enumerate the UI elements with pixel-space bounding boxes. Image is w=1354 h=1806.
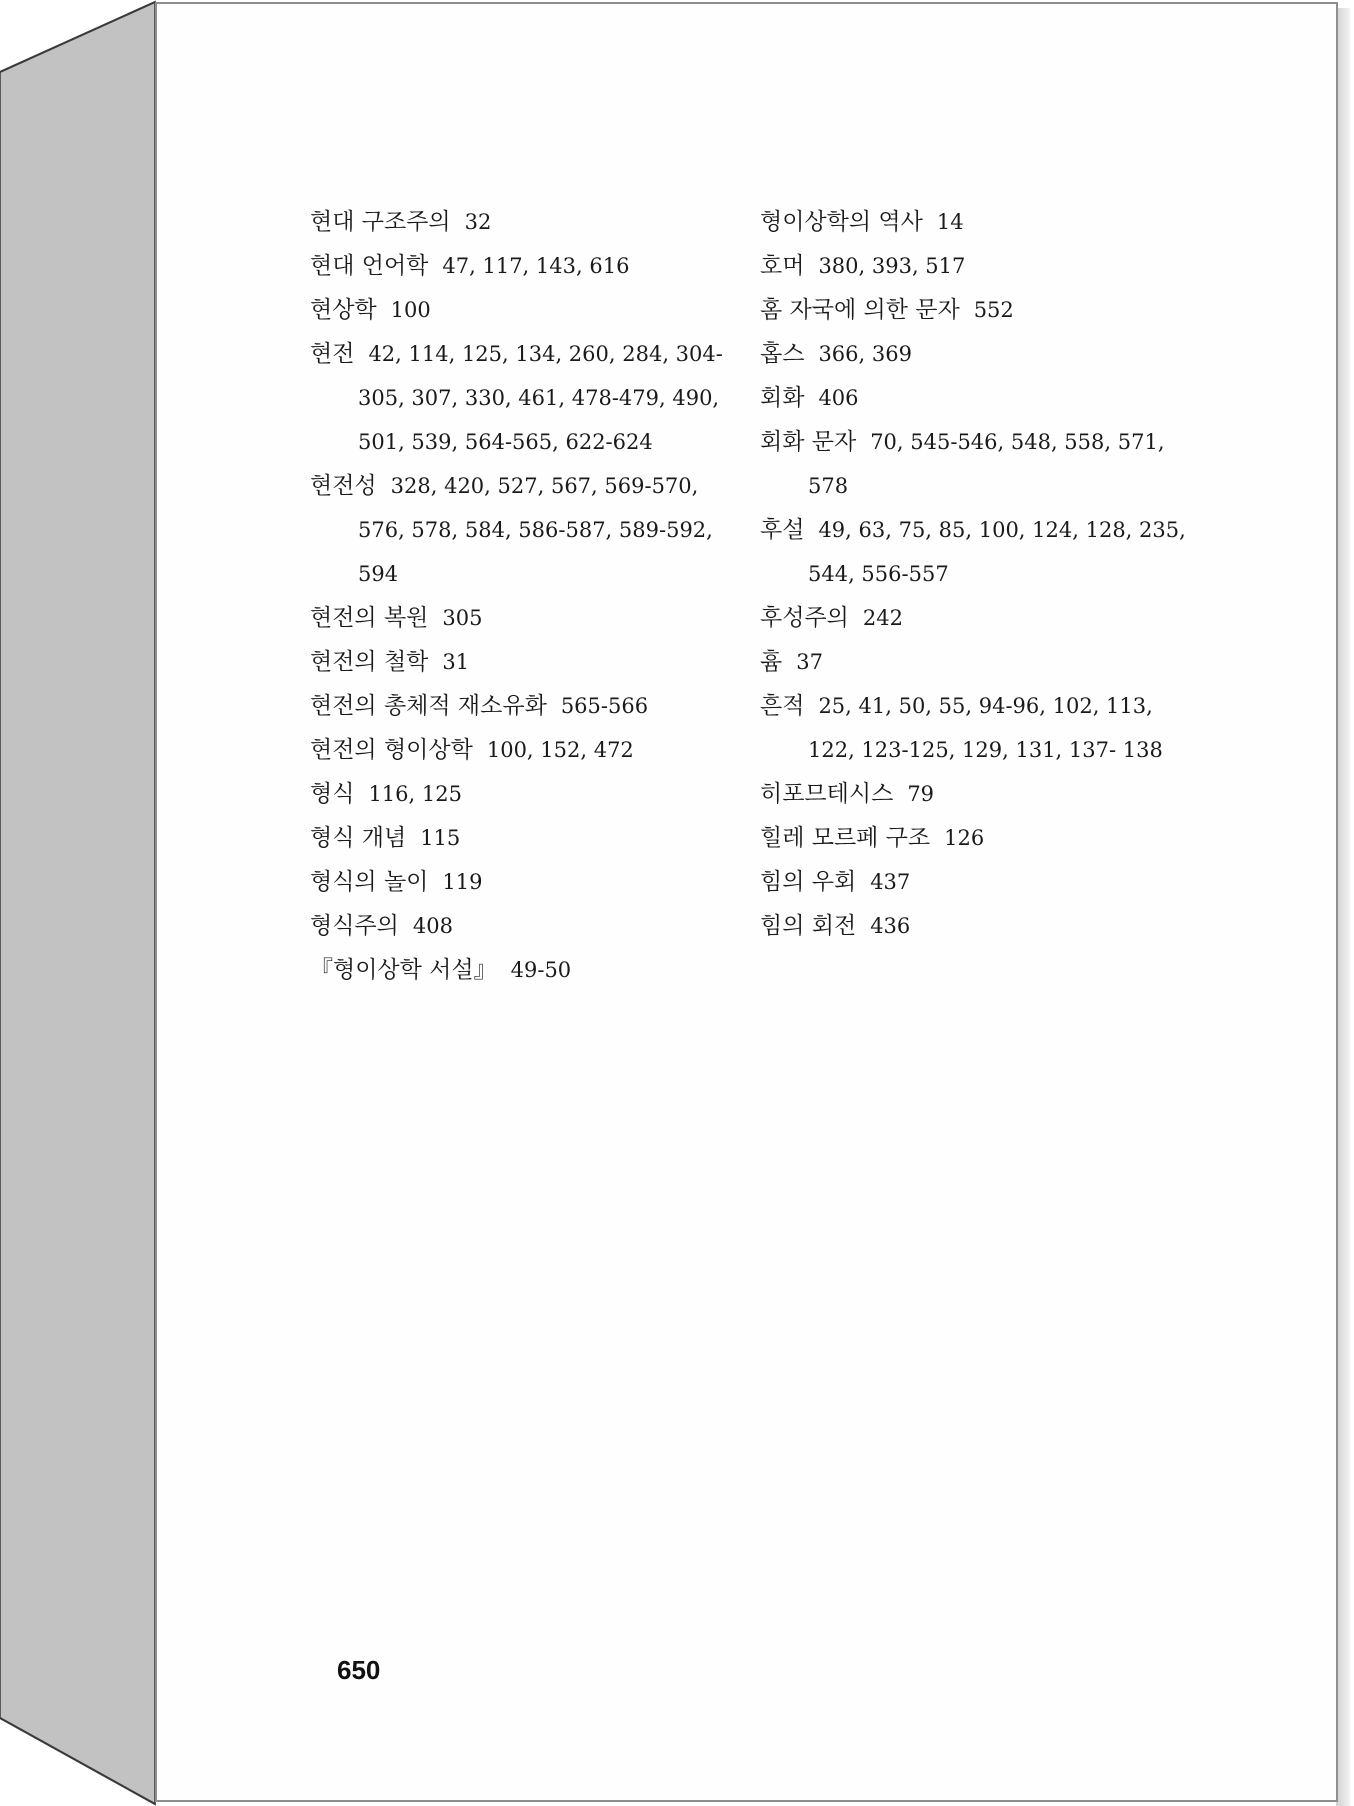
- index-page-refs: 119: [442, 870, 483, 894]
- index-entry: [310, 948, 750, 992]
- index-term: 회화: [760, 385, 805, 411]
- index-entry: [760, 244, 1200, 288]
- index-entry: [760, 332, 1200, 376]
- index-term: 형식주의: [310, 913, 399, 939]
- index-term: 힘의 우회: [760, 869, 857, 895]
- index-page-refs: 328, 420, 527, 567, 569-570, 576, 578, 584, 586-587, 589-592, 594: [358, 474, 713, 586]
- index-entry: [310, 684, 750, 728]
- index-page-refs: 42, 114, 125, 134, 260, 284, 304-305, 307, 330, 461, 478-479, 490, 501, 539, 564-565, 622-624: [358, 342, 723, 454]
- index-entry: [760, 684, 1200, 772]
- index-entry: [760, 420, 1200, 508]
- index-page-refs: 47, 117, 143, 616: [442, 254, 630, 278]
- index-page-refs: 32: [464, 210, 492, 234]
- index-page-refs: 100: [390, 298, 431, 322]
- book-page: [155, 2, 1338, 1802]
- index-entry: [760, 596, 1200, 640]
- index-page-refs: 380, 393, 517: [818, 254, 966, 278]
- index-entry: [310, 200, 750, 244]
- index-entry: [760, 200, 1200, 244]
- index-entry: [310, 288, 750, 332]
- index-page-refs: 115: [420, 826, 461, 850]
- index-term: 힐레 모르페 구조: [760, 825, 931, 851]
- index-term: 『형이상학 서설』: [310, 957, 497, 983]
- index-term: 회화 문자: [760, 429, 857, 455]
- index-term: 현상학: [310, 297, 377, 323]
- index-term: 후설: [760, 517, 805, 543]
- index-term: 형식: [310, 781, 355, 807]
- index-entry: [310, 904, 750, 948]
- index-term: 후성주의: [760, 605, 849, 631]
- index-term: 흄: [760, 649, 783, 675]
- index-page-refs: 242: [862, 606, 903, 630]
- index-column-left: [310, 200, 750, 992]
- index-page-refs: 408: [412, 914, 453, 938]
- index-page-refs: 49-50: [510, 958, 572, 982]
- index-page-refs: 25, 41, 50, 55, 94-96, 102, 113, 122, 123-125, 129, 131, 137- 138: [808, 694, 1163, 762]
- index-entry: [760, 772, 1200, 816]
- index-entry: [760, 640, 1200, 684]
- index-page-refs: 49, 63, 75, 85, 100, 124, 128, 235, 544, 556-557: [808, 518, 1186, 586]
- index-page-refs: 437: [870, 870, 911, 894]
- index-page-refs: 305: [442, 606, 483, 630]
- index-entry: [310, 772, 750, 816]
- index-page-refs: 366, 369: [818, 342, 912, 366]
- index-page-refs: 436: [870, 914, 911, 938]
- index-term: 현전의 형이상학: [310, 737, 473, 763]
- index-entry: [310, 596, 750, 640]
- index-column-right: [760, 200, 1200, 948]
- index-entry: [310, 244, 750, 288]
- index-entry: [760, 904, 1200, 948]
- index-term: 현대 언어학: [310, 253, 429, 279]
- index-entry: [310, 816, 750, 860]
- index-term: 현전의 철학: [310, 649, 429, 675]
- index-page-refs: 37: [796, 650, 823, 674]
- index-page-refs: 406: [818, 386, 859, 410]
- index-term: 현대 구조주의: [310, 209, 451, 235]
- index-term: 히포므테시스: [760, 781, 894, 807]
- index-page-refs: 79: [907, 782, 935, 806]
- index-term: 형식 개념: [310, 825, 407, 851]
- index-page-refs: 14: [936, 210, 964, 234]
- index-page-refs: 116, 125: [368, 782, 462, 806]
- index-term: 홉스: [760, 341, 805, 367]
- index-term: 현전: [310, 341, 355, 367]
- index-entry: [310, 860, 750, 904]
- index-term: 홈 자국에 의한 문자: [760, 297, 960, 323]
- index-entry: [760, 508, 1200, 596]
- index-page-refs: 31: [442, 650, 470, 674]
- index-term: 호머: [760, 253, 805, 279]
- index-term: 형식의 놀이: [310, 869, 429, 895]
- index-page-refs: 552: [973, 298, 1014, 322]
- index-term: 흔적: [760, 693, 805, 719]
- index-term: 현전의 총체적 재소유화: [310, 693, 547, 719]
- index-term: 현전의 복원: [310, 605, 429, 631]
- index-entry: [760, 816, 1200, 860]
- index-entry: [310, 728, 750, 772]
- index-entry: [760, 376, 1200, 420]
- index-entry: [310, 464, 750, 596]
- page-number: 650: [337, 1655, 381, 1685]
- index-entry: [760, 288, 1200, 332]
- book-spine: [0, 0, 160, 1806]
- index-entry: [310, 332, 750, 464]
- index-page-refs: 100, 152, 472: [486, 738, 634, 762]
- index-term: 현전성: [310, 473, 377, 499]
- index-page-refs: 565-566: [560, 694, 649, 718]
- index-page-refs: 70, 545-546, 548, 558, 571, 578: [808, 430, 1165, 498]
- index-entry: [760, 860, 1200, 904]
- index-term: 형이상학의 역사: [760, 209, 923, 235]
- index-page-refs: 126: [944, 826, 985, 850]
- page-shadow: [1336, 8, 1350, 1806]
- index-term: 힘의 회전: [760, 913, 857, 939]
- index-entry: [310, 640, 750, 684]
